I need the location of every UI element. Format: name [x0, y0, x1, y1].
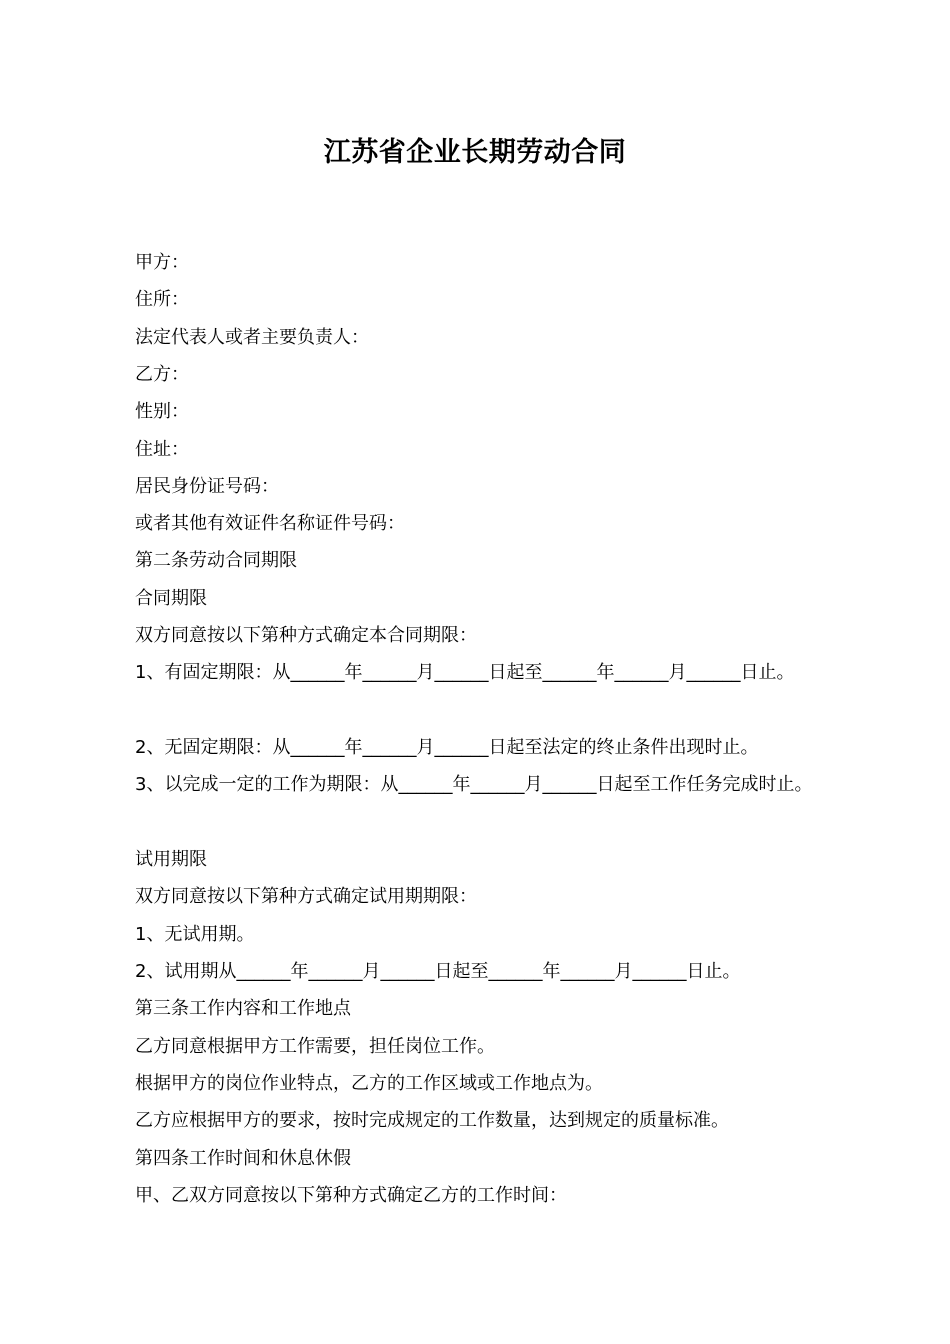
- work-location-line: 根据甲方的岗位作业特点，乙方的工作区域或工作地点为。: [135, 1073, 603, 1094]
- article-3-heading: 第三条工作内容和工作地点: [135, 998, 351, 1019]
- open-term-option: 2、无固定期限：从______年______月______日起至法定的终止条件出现时止。: [135, 737, 759, 758]
- no-probation-option: 1、无试用期。: [135, 924, 255, 945]
- work-quality-line: 乙方应根据甲方的要求，按时完成规定的工作数量，达到规定的质量标准。: [135, 1110, 729, 1131]
- legal-representative-line: 法定代表人或者主要负责人：: [135, 327, 369, 348]
- address-line: 住所：: [135, 289, 189, 310]
- working-hours-intro: 甲、乙双方同意按以下第种方式确定乙方的工作时间：: [135, 1185, 567, 1206]
- probation-heading: 试用期限: [135, 849, 207, 870]
- other-id-line: 或者其他有效证件名称证件号码：: [135, 513, 405, 534]
- task-term-option: 3、以完成一定的工作为期限：从______年______月______日起至工作任务完成时止。: [135, 774, 813, 795]
- party-a-line: 甲方：: [135, 252, 189, 273]
- contract-term-intro: 双方同意按以下第种方式确定本合同期限：: [135, 625, 477, 646]
- job-position-line: 乙方同意根据甲方工作需要，担任岗位工作。: [135, 1036, 495, 1057]
- gender-line: 性别：: [135, 401, 189, 422]
- party-b-line: 乙方：: [135, 364, 189, 385]
- id-number-line: 居民身份证号码：: [135, 476, 279, 497]
- probation-intro: 双方同意按以下第种方式确定试用期期限：: [135, 886, 477, 907]
- residence-line: 住址：: [135, 439, 189, 460]
- contract-term-heading: 合同期限: [135, 588, 207, 609]
- probation-period-option: 2、试用期从______年______月______日起至______年______月______日止。: [135, 961, 741, 982]
- fixed-term-option: 1、有固定期限：从______年______月______日起至______年______月______日止。: [135, 662, 795, 683]
- article-4-heading: 第四条工作时间和休息休假: [135, 1148, 351, 1169]
- document-title: 江苏省企业长期劳动合同: [323, 137, 627, 168]
- article-2-heading: 第二条劳动合同期限: [135, 550, 297, 571]
